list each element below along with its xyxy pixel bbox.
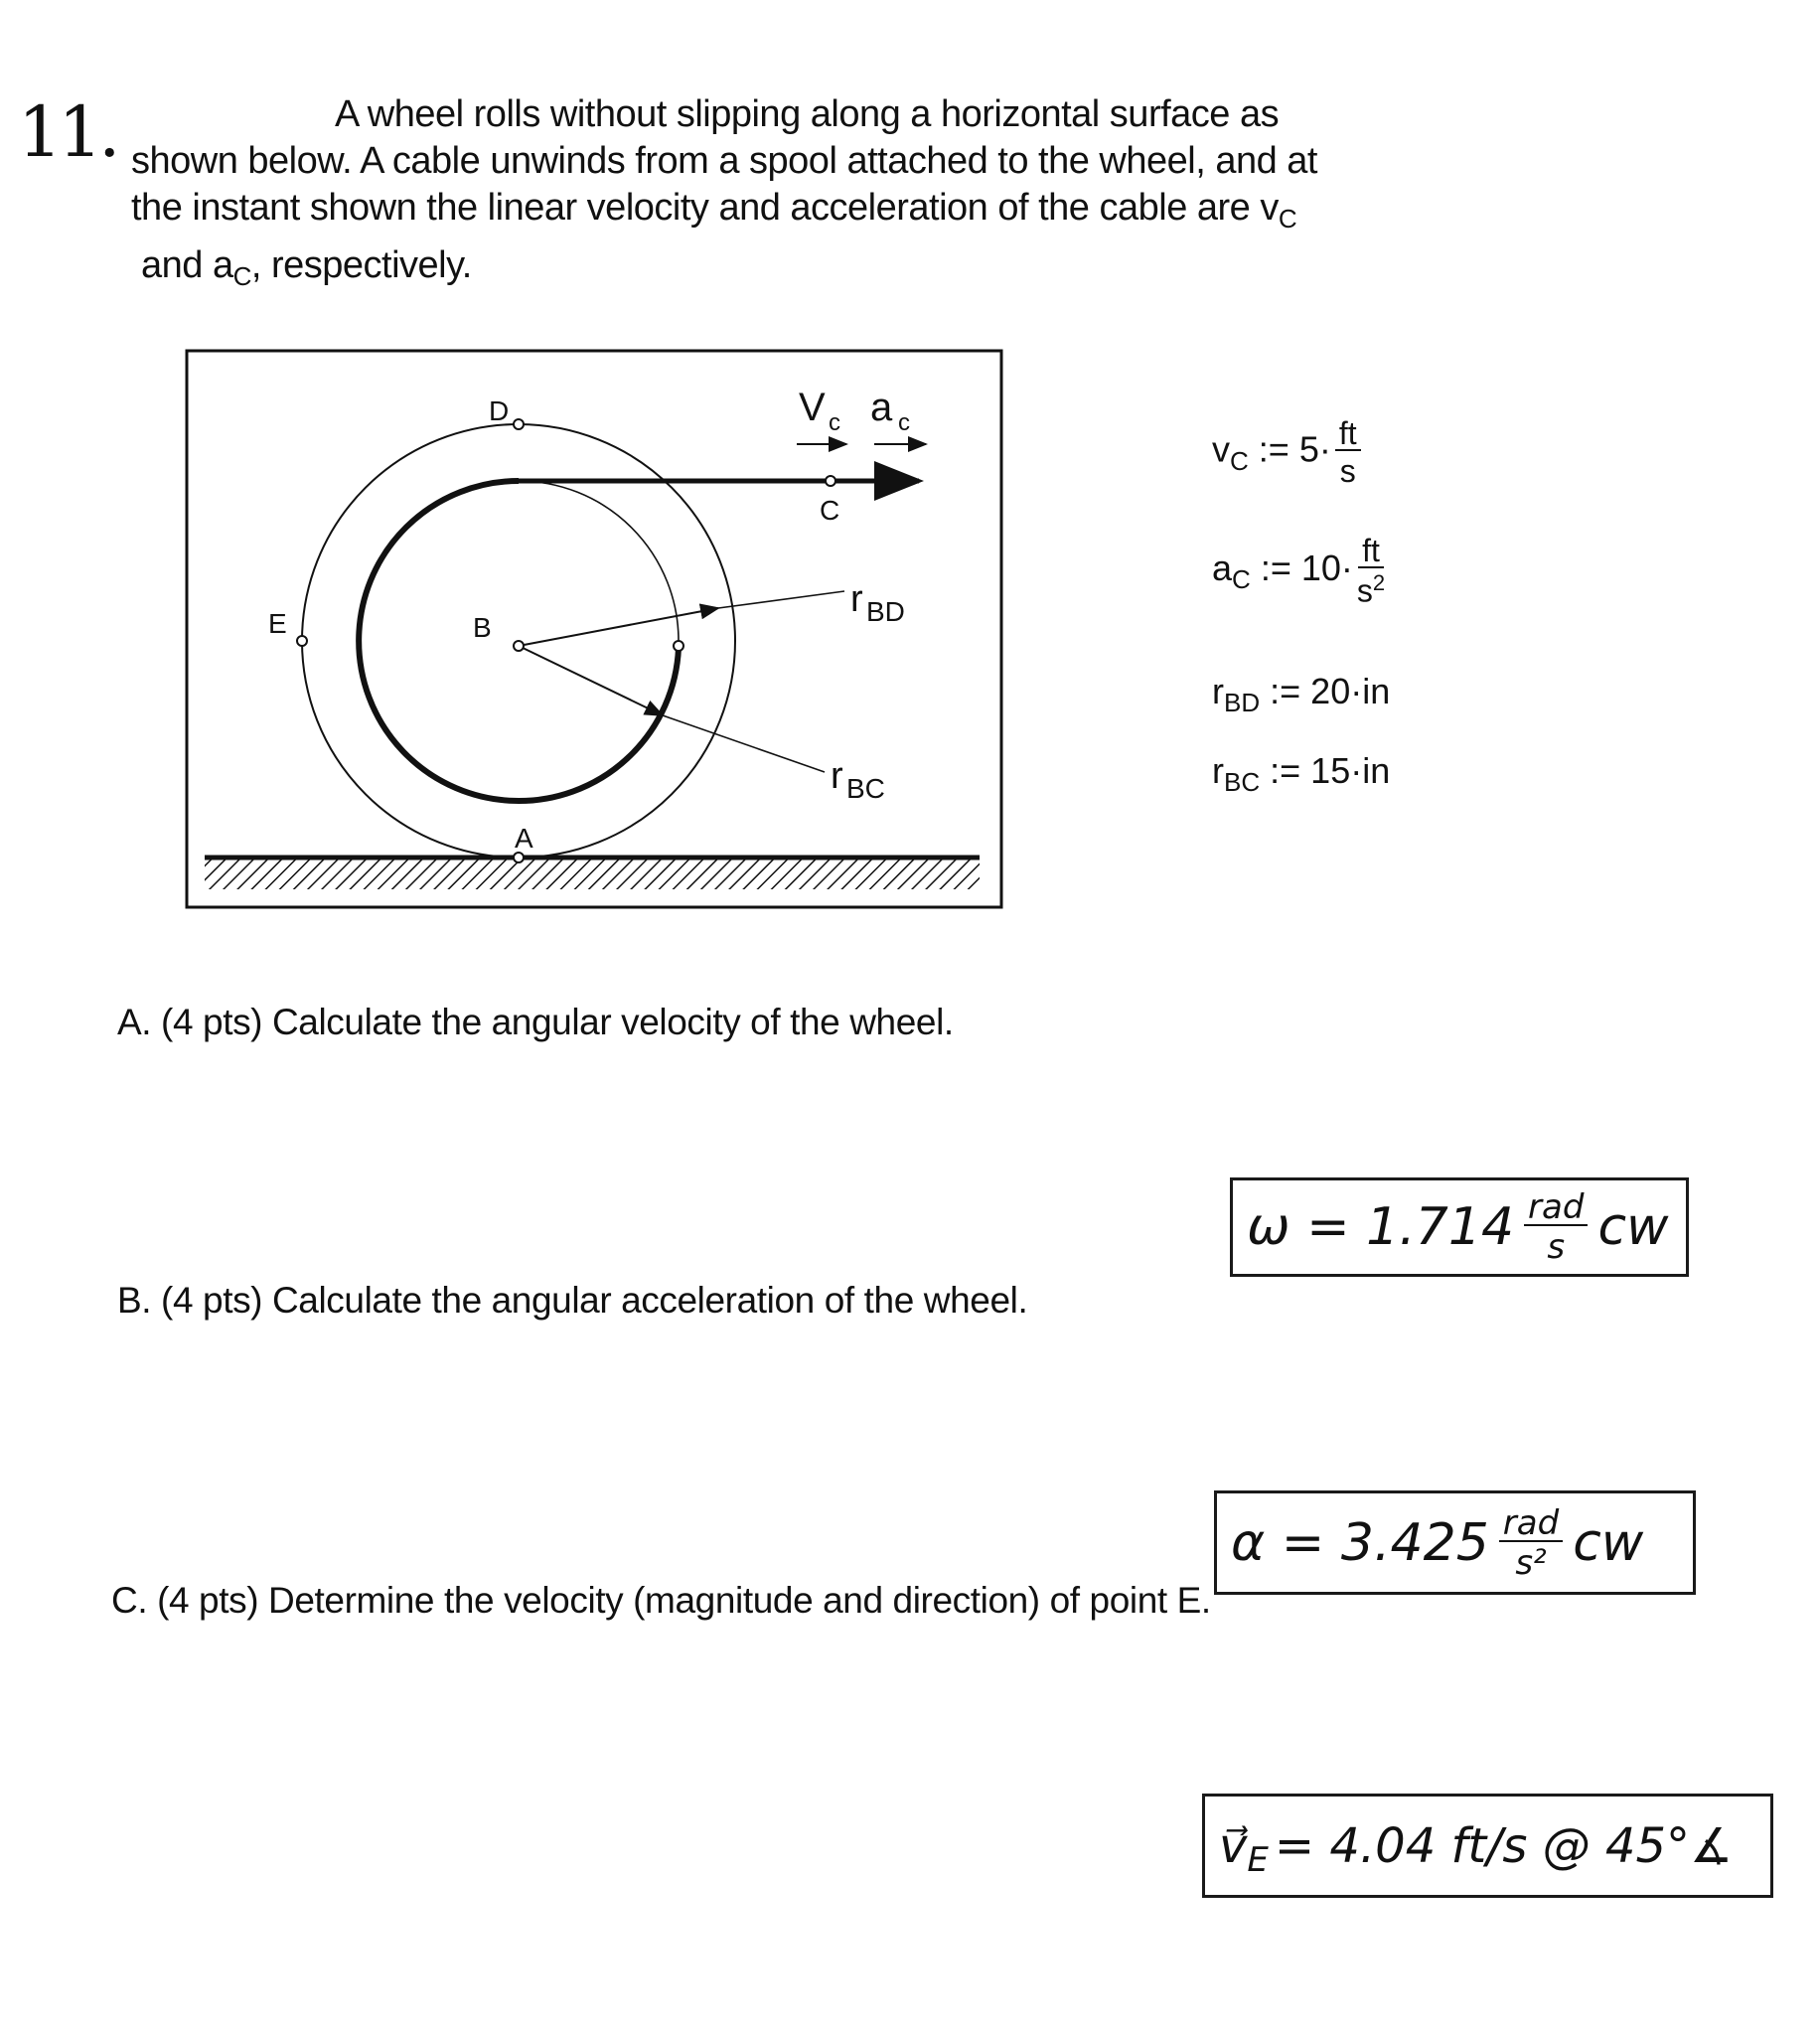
radius-bc-leader	[663, 715, 825, 772]
radius-bd-leader	[718, 591, 844, 608]
diagram-frame	[187, 351, 1001, 907]
radius-bd-arrow	[519, 608, 718, 646]
point-e	[297, 636, 307, 646]
statement-line-2: shown below. A cable unwinds from a spool attached to the wheel, and at	[131, 140, 1317, 182]
label-a: A	[515, 823, 533, 854]
vc-unit: $\frac{ft}{s}$	[1335, 417, 1361, 487]
answer-a-unit: $\frac{\text{rad}}{s}$	[1524, 1190, 1588, 1264]
point-a	[514, 853, 524, 862]
ground-hatch	[205, 858, 980, 889]
label-rbd-sub: BD	[866, 596, 905, 627]
radius-bc-arrow	[519, 646, 663, 715]
given-rbd: $r_{BD}$ := 20·in	[1212, 671, 1391, 717]
label-ac: a	[870, 386, 893, 429]
point-b	[514, 641, 524, 651]
answer-b-box: α = 3.425 $\frac{\text{rad}}{\text{s²}}$ cw	[1214, 1490, 1696, 1595]
given-vc: $v_C$ := 5· $\frac{ft}{s}$	[1212, 417, 1361, 487]
given-ac: $a_C$ := 10· $\frac{ft}{s^2}$	[1212, 533, 1386, 609]
problem-statement	[131, 91, 1452, 292]
point-c	[826, 476, 835, 486]
ac-unit: $\frac{ft}{s^2}$	[1356, 533, 1386, 609]
wheel-diagram	[179, 343, 1013, 919]
label-d: D	[489, 395, 510, 426]
problem-number: 11.	[18, 91, 117, 173]
label-ac-sub: c	[898, 409, 910, 436]
label-rbc: r	[831, 755, 843, 797]
label-rbd: r	[850, 578, 863, 620]
answer-a-box: ω = 1.714 $\frac{\text{rad}}{s}$ cw	[1230, 1177, 1689, 1277]
statement-line-3: the instant shown the linear velocity and acceleration of the cable are $v_C$	[131, 187, 1297, 234]
question-a: A. (4 pts) Calculate the angular velocity of the wheel.	[117, 1002, 954, 1042]
answer-c-box: v⃗ E = 4.04 ft/s @ 45°∡	[1202, 1794, 1773, 1898]
question-c: C. (4 pts) Determine the velocity (magnitude and direction) of point E.	[111, 1580, 1211, 1621]
question-b: B. (4 pts) Calculate the angular acceleration of the wheel.	[117, 1280, 1028, 1321]
point-spool-edge	[674, 641, 683, 651]
point-d	[514, 419, 524, 429]
given-rbc: $r_{BC}$ := 15·in	[1212, 750, 1391, 797]
label-c: C	[820, 495, 840, 526]
label-vc-sub: c	[829, 409, 840, 436]
answer-b-unit: $\frac{\text{rad}}{\text{s²}}$	[1499, 1506, 1563, 1580]
statement-line-1: A wheel rolls without slipping along a horizontal surface as	[335, 93, 1280, 135]
label-b: B	[473, 612, 492, 643]
label-rbc-sub: BC	[846, 773, 885, 804]
statement-line-4: and $a_C$, respectively.	[141, 244, 472, 291]
label-e: E	[268, 608, 287, 639]
label-vc: V	[799, 386, 826, 429]
